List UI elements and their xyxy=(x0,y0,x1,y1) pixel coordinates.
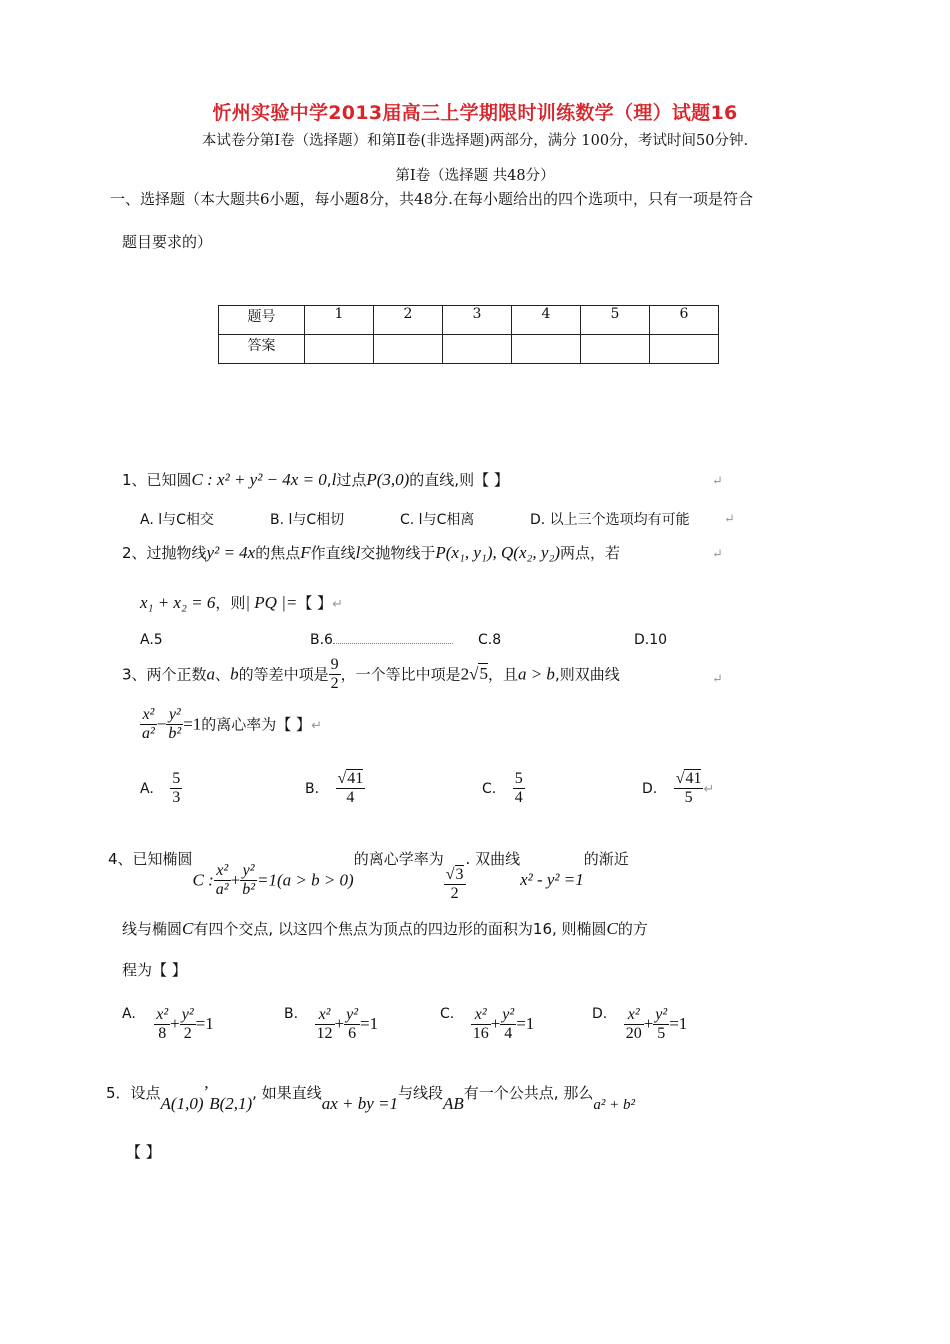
question-1: 1、已知圆C : x² + y² − 4x = 0,l过点P(3,0)的直线,则【 】 xyxy=(122,470,509,489)
q1-option-b: B. l与C相切 xyxy=(270,512,345,528)
q1-option-d: D. 以上三个选项均有可能 xyxy=(530,512,690,528)
question-4-line3: 程为【 】 xyxy=(122,961,187,979)
section1-instructions: 一、选择题（本大题共6小题，每小题8分，共48分.在每小题给出的四个选项中，只有一项是符合 xyxy=(110,190,753,208)
q3-option-d: D. $\frac{√41}{5}$ ↵ xyxy=(642,770,715,807)
q1-option-c: C. l与C相离 xyxy=(400,512,475,528)
q4-option-c: C. $\frac{\text{x²}}{16}$ + $\frac{\text{y²}}{4}$ =1 xyxy=(440,1006,535,1043)
q1-point: P(3,0) xyxy=(366,470,410,489)
question-5: 5．设点A(1,0)’B(2,1), 如果直线ax + by =1与线段AB有一个公共点, 那么a² + b² xyxy=(106,1082,635,1113)
header-label-cell: 题号 xyxy=(219,306,305,335)
question-2-condition: x₁ + x₂ = 6，则| PQ |=【 】↵ xyxy=(140,593,344,612)
answer-table xyxy=(218,305,719,364)
question-number-cell: 5 xyxy=(581,306,650,335)
question-2: 2、过抛物线y² = 4x的焦点F作直线l交抛物线于P(x₁, y₁), Q(x₂, y₂)两点，若 xyxy=(122,543,621,562)
paragraph-mark: ↵ xyxy=(703,781,715,797)
q3-option-c: C. $\frac{5}{4}$ xyxy=(482,770,523,807)
q2-option-c: C.8 xyxy=(478,632,502,648)
question-4: 4、已知椭圆C : $\frac{\text{x²}}{\text{a²}}$ + $\frac{\text{y²}}{\text{b²}}$ =1(a > b > 0)的离心学率为 $\frac{√3}{2}$ . 双曲线x² - y² =1的渐近 xyxy=(108,850,629,903)
part1-heading: 第Ⅰ卷（选择题 共48分） xyxy=(395,168,555,184)
question-number-cell: 2 xyxy=(374,306,443,335)
q2-option-a: A.5 xyxy=(140,632,163,648)
answer-cell[interactable] xyxy=(305,335,374,364)
answer-cell[interactable] xyxy=(581,335,650,364)
question-5-answer-bracket: 【 】 xyxy=(126,1143,161,1161)
answer-cell[interactable] xyxy=(650,335,719,364)
q2-option-d: D.10 xyxy=(634,632,668,648)
question-3: 3、两个正数a、b的等差中项是 $\frac{9}{2}$ ，一个等比中项是2√5，且a > b,则双曲线 xyxy=(122,656,620,693)
q1-line-var: l xyxy=(331,470,337,489)
answer-table-header-row xyxy=(219,306,719,335)
paragraph-mark: ↵ xyxy=(712,474,723,489)
q3-arith-mean-fraction: $\frac{9}{2}$ xyxy=(330,656,339,693)
q3-option-b: B. $\frac{√41}{4}$ xyxy=(305,770,364,807)
answer-cell[interactable] xyxy=(374,335,443,364)
q1-option-a: A. l与C相交 xyxy=(140,512,214,528)
q3-option-a: A. $\frac{5}{3}$ xyxy=(140,770,181,807)
paragraph-mark: ↵ xyxy=(712,672,723,687)
paragraph-mark: ↵ xyxy=(724,512,735,527)
question-4-line2: 线与椭圆C有四个交点, 以这四个焦点为顶点的四边形的面积为16, 则椭圆C的方 xyxy=(122,919,648,938)
q1-circle-equation: C : x² + y² − 4x = 0 xyxy=(191,470,327,489)
answer-table-answer-row xyxy=(219,335,719,364)
dotted-underline xyxy=(333,643,453,644)
exam-intro: 本试卷分第Ⅰ卷（选择题）和第Ⅱ卷(非选择题)两部分，满分 100分，考试时间50分钟. xyxy=(201,133,749,149)
answer-cell[interactable] xyxy=(512,335,581,364)
section1-instructions-cont: 题目要求的） xyxy=(122,233,213,251)
answer-cell[interactable] xyxy=(443,335,512,364)
question-number-cell: 1 xyxy=(305,306,374,335)
page-title: 忻州实验中学2013届高三上学期限时训练数学（理）试题16 xyxy=(212,102,738,124)
question-number-cell: 6 xyxy=(650,306,719,335)
q4-option-a: A. $\frac{\text{x²}}{8}$ + $\frac{\text{y²}}{2}$ =1 xyxy=(122,1006,214,1043)
question-number-cell: 3 xyxy=(443,306,512,335)
q4-option-b: B. $\frac{\text{x²}}{12}$ + $\frac{\text{y²}}{6}$ =1 xyxy=(284,1006,379,1043)
paragraph-mark: ↵ xyxy=(332,597,344,612)
paragraph-mark: ↵ xyxy=(311,718,322,734)
paragraph-mark: ↵ xyxy=(712,547,723,562)
question-number-cell: 4 xyxy=(512,306,581,335)
q2-option-b: B.6 xyxy=(310,632,453,648)
q4-option-d: D. $\frac{\text{x²}}{20}$ + $\frac{\text{y²}}{5}$ =1 xyxy=(592,1006,688,1043)
answer-label-cell: 答案 xyxy=(219,335,305,364)
question-3-hyperbola: $\frac{\text{x²}}{\text{a²}}$ − $\frac{\text{y²}}{\text{b²}}$ =1的离心率为【 】↵ xyxy=(142,706,322,743)
